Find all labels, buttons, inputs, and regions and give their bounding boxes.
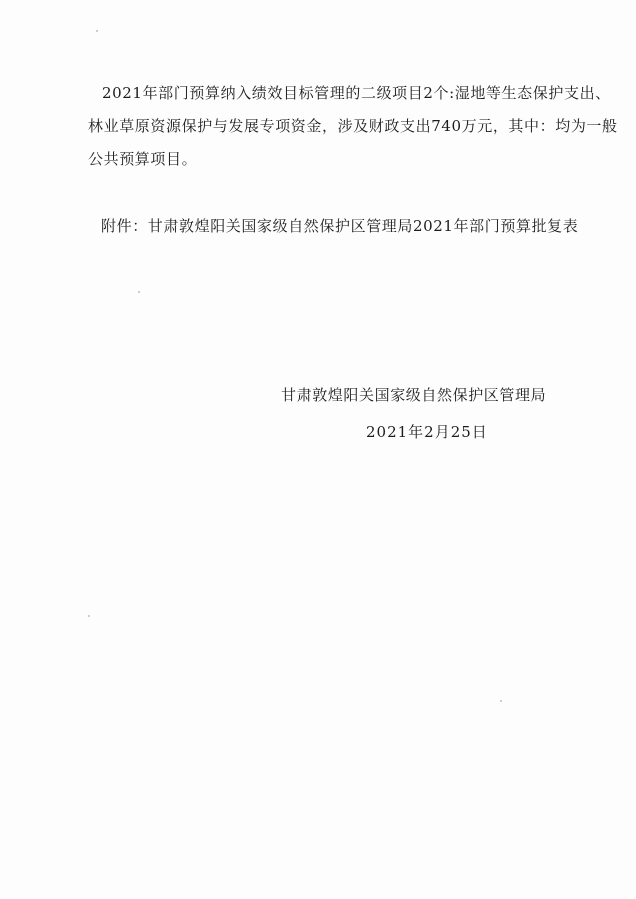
scan-speck — [88, 615, 90, 617]
scan-speck — [500, 700, 502, 702]
attachment-note: 附件：甘肃敦煌阳关国家级自然保护区管理局2021年部门预算批复表 — [101, 217, 579, 235]
issue-date: 2021年2月25日 — [366, 423, 488, 441]
paragraph-line-1: 2021年部门预算纳入绩效目标管理的二级项目2个:湿地等生态保护支出、 — [102, 84, 611, 102]
issuing-organization: 甘肃敦煌阳关国家级自然保护区管理局 — [281, 386, 547, 404]
paragraph-line-3: 公共预算项目。 — [88, 150, 198, 168]
scan-speck — [138, 291, 140, 293]
body-paragraph — [88, 77, 618, 176]
paragraph-line-2: 林业草原资源保护与发展专项资金，涉及财政支出740万元，其中：均为一般 — [88, 117, 618, 135]
scan-speck — [96, 30, 98, 32]
